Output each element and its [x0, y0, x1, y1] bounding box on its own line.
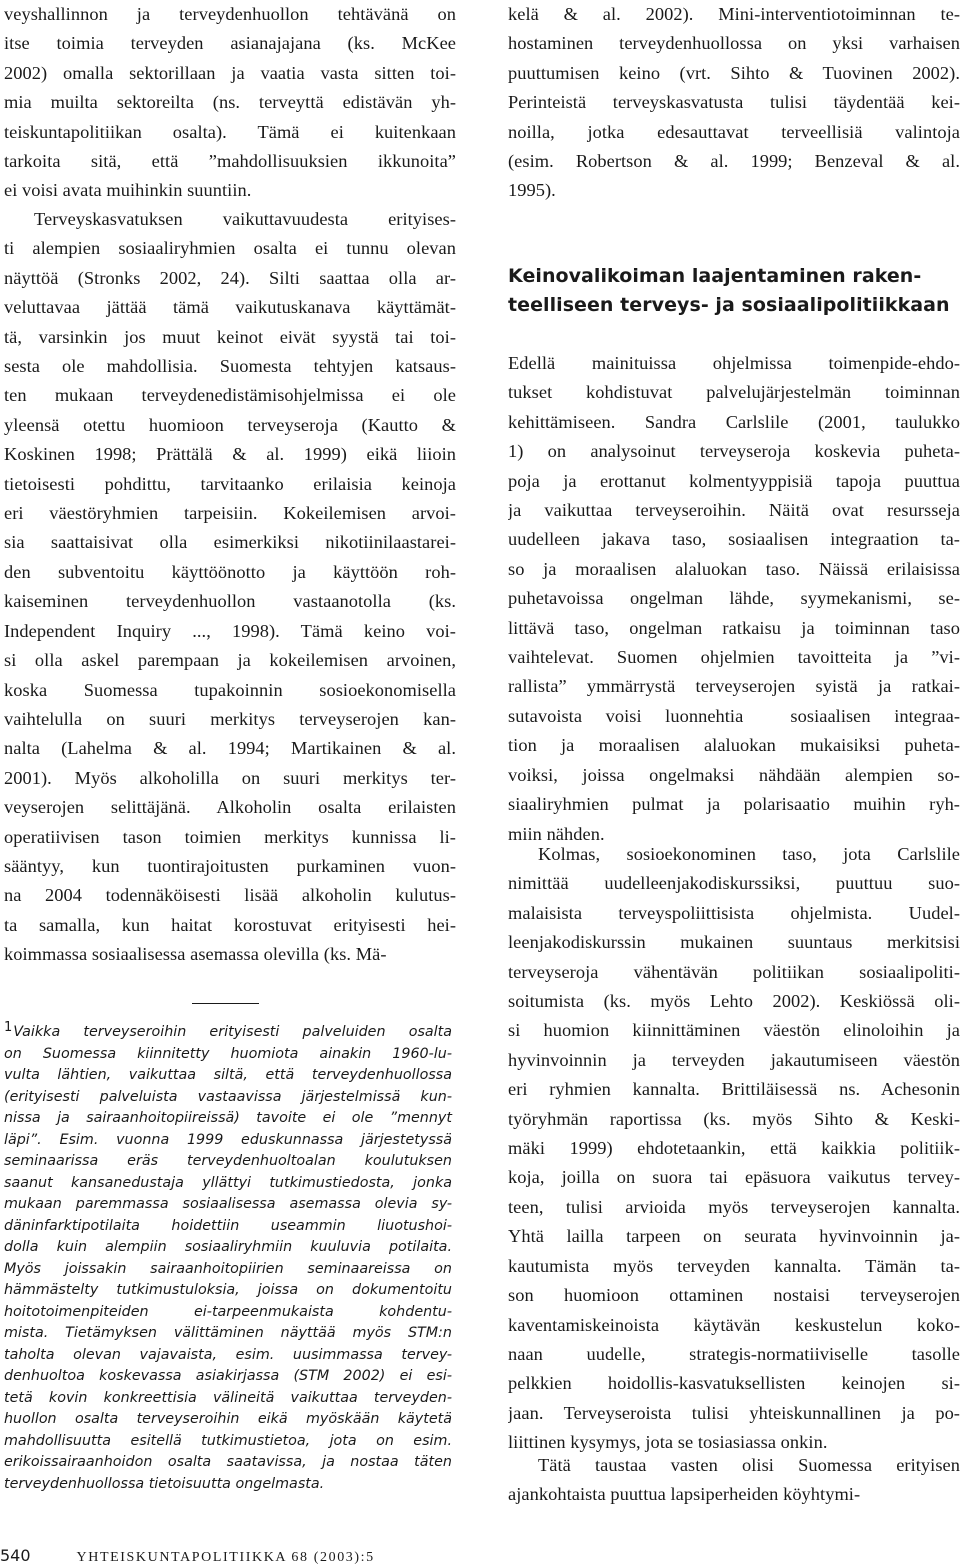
- text-line: so ja moraalisen alaluokan taso. Näissä erilaisissa: [508, 558, 960, 579]
- text-line: jaan. Terveyseroista tulisi yhteiskunnallinen ja po-: [508, 1402, 960, 1423]
- page-number: 540: [0, 1546, 31, 1565]
- text-line: rallista” ymmärrystä terveyserojen syistä ja ratkai-: [508, 676, 960, 697]
- text-line: Perinteistä terveyskasvatusta tulisi täydentää kei-: [508, 92, 960, 113]
- text-line: ti alempien sosiaaliryhmien osalta ei tunnu olevan: [4, 238, 456, 259]
- text-line: siaaliryhmien pulmat ja polarisaatio muihin ryh-: [508, 794, 960, 815]
- text-line: ajankohtaista puuttua lapsiperheiden köyhtymi-: [508, 1484, 861, 1505]
- text-line: sesta ole mahdollisia. Suomesta tehtyjen katsaus-: [4, 356, 456, 377]
- text-line: malaisista terveyspoliittisista ohjelmista. Uudel-: [508, 902, 960, 923]
- text-line: pelkkien hoidollis-kasvatuksellisten keinojen si-: [508, 1373, 960, 1394]
- footnote-line: [4, 1022, 452, 1044]
- heading-line: teelliseen terveys- ja sosiaalipolitiikkaan: [508, 294, 950, 316]
- text-line: kautumista myös terveyden kannalta. Tämän ta-: [508, 1255, 960, 1276]
- text-line: näyttöä (Stronks 2002, 24). Silti saattaa olla ar-: [4, 267, 456, 288]
- footnote-line: (erityisesti palveluista vastaavissa järjestelmissä kun-: [4, 1088, 452, 1105]
- text-line: Tätä taustaa vasten olisi Suomessa erityisen: [538, 1455, 960, 1475]
- text-line: yleensä otettu huomioon terveyseroja (Kautto &: [4, 414, 456, 435]
- text-line: Edellä mainituissa ohjelmissa toimenpide-ehdo-: [508, 353, 960, 373]
- text-line: miin nähden.: [508, 823, 605, 844]
- journal-name: YHTEISKUNTAPOLITIIKKA 68 (2003):5: [76, 1550, 375, 1565]
- footnote-separator: [192, 1003, 259, 1004]
- page-footer: [0, 1546, 375, 1566]
- text-line: 1) on analysoinut terveyseroja koskevia puheta-: [508, 441, 960, 462]
- text-line: kaventamiskeinoista käytävän keskustelun koko-: [508, 1314, 960, 1335]
- text-line: teen, tulisi arvioida myös terveyserojen kannalta.: [508, 1196, 960, 1217]
- text-line: tukset kohdistuvat palvelujärjestelmän toiminnan: [508, 382, 960, 403]
- paragraph: [508, 0, 960, 206]
- footnote-line: terveydenhuollossa tietoisuutta ongelmasta.: [4, 1475, 325, 1492]
- text-line: leenjakodiskurssin mukainen suuntaus merkitsisi: [508, 932, 960, 953]
- text-line: mäki 1999) ehdotetaankin, että kaikkia politiik-: [508, 1138, 960, 1159]
- footnote-line: erikoissairaanhoidon osalta saatavissa, ja nostaa täten: [4, 1454, 452, 1470]
- text-line: naan uudelle, strategis-normatiiviselle tasolle: [508, 1343, 960, 1364]
- text-line: den subventoitu käyttöönotto ja käyttöön roh-: [4, 561, 456, 582]
- text-line: koja, joilla on suora tai epäsuora vaikutus tervey-: [508, 1167, 960, 1188]
- text-line: ta samalla, kun haitat korostuvat erityisesti hei-: [4, 914, 456, 935]
- paragraph: [4, 205, 456, 970]
- paragraph: [508, 1451, 960, 1510]
- text-line: mia muilta sektoreilta (ns. terveyttä edistävän yh-: [4, 92, 456, 113]
- paragraph: [508, 840, 960, 1458]
- text-line: (esim. Robertson & al. 1999; Benzeval & al.: [508, 151, 960, 172]
- text-line: eri väestöryhmien tarpeisiin. Kokeilemisen arvoi-: [4, 503, 456, 524]
- text-line: sutavoista voisi luonnehtia sosiaalisen integraa-: [508, 705, 960, 726]
- text-line: nimittää uudelleenjakodiskurssiksi, puuttuu suo-: [508, 873, 960, 894]
- text-line: Terveyskasvatuksen vaikuttavuudesta erityises-: [34, 209, 456, 229]
- text-line: Independent Inquiry ..., 1998). Tämä keino voi-: [4, 620, 456, 641]
- footnote-line: hämmästelty tutkimustuloksia, joissa on dokumentoitu: [4, 1282, 452, 1298]
- footnote: [4, 1022, 452, 1495]
- text-line: työryhmän raportissa (ks. myös Sihto & Keski-: [508, 1108, 960, 1129]
- text-line: sääntyy, kun tuontirajoitusten purkaminen vuon-: [4, 855, 456, 876]
- text-line: tarkoita sitä, että ”mahdollisuuksien ikkunoita”: [4, 151, 456, 172]
- text-line: soitumista (ks. myös Lehto 2002). Keskiössä oli-: [508, 991, 960, 1012]
- text-line: voiksi, joissa ongelmaksi nähdään alempien so-: [508, 764, 960, 785]
- text-line: koimmassa sosiaalisessa asemassa olevilla (ks. Mä-: [4, 944, 387, 965]
- text-line: Kolmas, sosioekonominen taso, jota Carlslile: [538, 844, 960, 864]
- footnote-text: Vaikka terveyseroihin erityisesti palveluiden osalta: [13, 1024, 452, 1040]
- footnote-line: läpi”. Esim. vuonna 1999 eduskunnassa järjestetyssä: [4, 1131, 452, 1148]
- footnote-line: Myös joissakin sairaanhoitopiirien seminaareissa on: [4, 1260, 452, 1277]
- text-line: operatiivisen tason toimien merkitys kunnissa li-: [4, 826, 456, 847]
- text-line: ja vaikuttaa terveyseroihin. Näitä ovat resursseja: [508, 500, 960, 521]
- text-line: na 2004 todennäköisesti lisää alkoholin kulutus-: [4, 885, 456, 906]
- text-line: hostaminen terveydenhuollossa on yksi varhaisen: [508, 33, 960, 54]
- text-line: tion ja moraalisen alaluokan mukaisiksi puheta-: [508, 735, 960, 756]
- text-line: littävä taso, ongelman ratkaisu ja toiminnan taso: [508, 617, 960, 638]
- text-line: liittinen kysymys, jota se tosiasiassa onkin.: [508, 1432, 828, 1453]
- heading-line: Keinovalikoiman laajentaminen raken-: [508, 265, 922, 287]
- text-line: kelä & al. 2002). Mini-interventiotoiminnan te-: [508, 4, 960, 24]
- footnote-line: saanut kansanedustaja yllättyi tutkimustiedosta, jonka: [4, 1174, 452, 1191]
- footnote-line: däninfarktipotilaita hoidettiin useammin liuotushoi-: [4, 1217, 452, 1234]
- footnote-line: mista. Tietämyksen välittäminen näyttää myös STM:n: [4, 1325, 452, 1341]
- text-line: poja ja erottanut kolmentyyppisiä tapoja puuttua: [508, 470, 960, 491]
- text-line: veyserojen selittäjänä. Alkoholin osalta erilaisten: [4, 797, 456, 818]
- text-line: puhetavoissa ongelman lähde, syymekanismi, se-: [508, 588, 960, 609]
- text-line: ten mukaan terveydenedistämisohjelmissa ei ole: [4, 385, 456, 406]
- text-line: teiskuntapolitiikan osalta). Tämä ei kuitenkaan: [4, 121, 456, 142]
- text-line: tietoisesti pohdittu, tarvitaanko erilaisia keinoja: [4, 473, 456, 494]
- footnote-marker: 1: [4, 1020, 13, 1035]
- text-line: terveyseroja vähentävän politiikan sosiaalipoliti-: [508, 961, 960, 982]
- text-line: noilla, jotka edesauttavat terveellisiä valintoja: [508, 121, 960, 142]
- footnote-line: taholta olevan vajavaista, esim. uusimmassa tervey-: [4, 1346, 452, 1363]
- footnote-line: tetä kovin konkreettisia välineitä vaikuttaa terveyden-: [4, 1389, 452, 1406]
- text-line: kehittämiseen. Sandra Carlslile (2001, taulukko: [508, 411, 960, 432]
- text-line: hyvinvoinnin ja terveyden jakautumiseen väestön: [508, 1049, 960, 1070]
- paragraph: [4, 0, 456, 206]
- text-line: ei voisi avata muihinkin suuntiin.: [4, 180, 252, 201]
- text-line: 1995).: [508, 180, 556, 201]
- footnote-line: vulta lähtien, vaikuttaa siltä, että terveydenhuollossa: [4, 1067, 452, 1083]
- footnote-line: hoitotoimenpiteiden ei-tarpeenmukaista kohdentu-: [4, 1303, 452, 1320]
- text-line: nalta (Lahelma & al. 1994; Martikainen & al.: [4, 738, 456, 759]
- footnote-line: seminaarissa eräs terveydenhuoltoalan koulutuksen: [4, 1153, 452, 1169]
- section-heading: [508, 262, 960, 320]
- text-line: Yhtä lailla tarpeen on seurata hyvinvoinnin ja-: [508, 1226, 960, 1247]
- text-line: itse toimia terveyden asianajajana (ks. McKee: [4, 33, 456, 54]
- text-line: si huomion kiinnittäminen väestön elinoloihin ja: [508, 1020, 960, 1041]
- text-line: kaiseminen terveydenhuollon vastaanotolla (ks.: [4, 591, 456, 612]
- text-line: tä, varsinkin jos muut keinot eivät syystä tai toi-: [4, 326, 456, 347]
- footnote-line: dolla kuin alempiin sosiaaliryhmiin kuuluvia potilaita.: [4, 1239, 452, 1255]
- footnote-line: nissa ja sairaanhoitopiireissä) tavoite ei ole ”mennyt: [4, 1110, 452, 1126]
- footnote-line: on Suomessa kiinnitetty huomiota ainakin 1960-lu-: [4, 1045, 452, 1062]
- text-line: koska Suomessa tupakoinnin sosioekonomisella: [4, 679, 456, 700]
- text-line: Koskinen 1998; Prättälä & al. 1999) eikä liioin: [4, 444, 456, 465]
- footnote-line: mukaan paremmassa sosiaalisessa asemassa olevia sy-: [4, 1196, 452, 1212]
- text-line: puuttumisen keino (vrt. Sihto & Tuovinen 2002).: [508, 62, 960, 83]
- text-line: vaihtelulla on suuri merkitys terveyserojen kan-: [4, 708, 456, 729]
- text-line: uudelleen jakava taso, sosiaalisen integraation ta-: [508, 529, 960, 550]
- text-line: si olla askel parempaan ja kokeilemisen arvoinen,: [4, 650, 456, 671]
- footnote-line: denhuoltoa koskevassa asiakirjassa (STM 2002) ei esi-: [4, 1368, 452, 1384]
- text-line: veluttavaa jättää tämä vaikutuskanava käyttämät-: [4, 297, 456, 318]
- text-line: son huomioon ottaminen nostaisi terveyserojen: [508, 1285, 960, 1306]
- text-line: eri ryhmien kannalta. Brittiläisessä ns. Achesonin: [508, 1079, 960, 1100]
- text-line: sia saattaisivat olla esimerkiksi nikotiinilaastarei-: [4, 532, 456, 553]
- text-line: veyshallinnon ja terveydenhuollon tehtävänä on: [4, 4, 456, 24]
- text-line: vaihtelevat. Suomen ohjelmien tavoitteita ja ”vi-: [508, 647, 960, 668]
- paragraph: [508, 349, 960, 849]
- text-line: 2002) omalla sektorillaan ja vaatia vasta sitten toi-: [4, 62, 456, 83]
- footnote-line: huollon osalta terveyseroihin eikä myöskään käytetä: [4, 1411, 452, 1427]
- footnote-line: mahdollisuutta esitellä tutkimustietoa, jota on esim.: [4, 1432, 452, 1449]
- text-line: 2001). Myös alkoholilla on suuri merkitys ter-: [4, 767, 456, 788]
